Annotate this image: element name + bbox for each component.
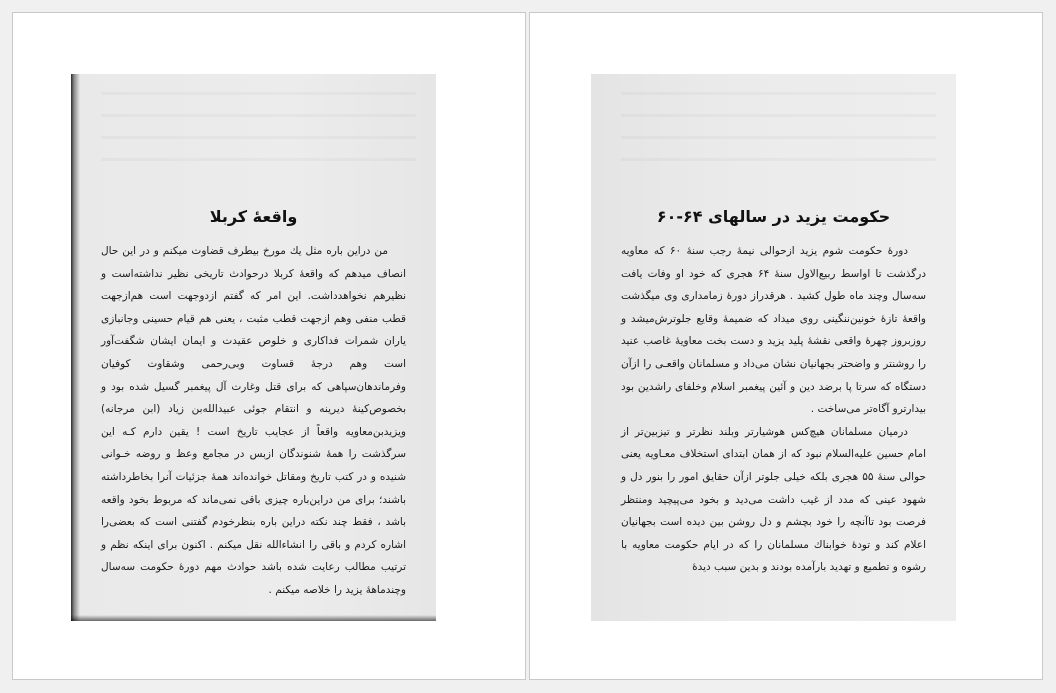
page-sheet-1	[12, 12, 526, 680]
paragraph: من دراین باره مثل یك مورخ بیطرف قضاوت میکنم و در این حال انصاف میدهم که واقعهٔ کربلا درحوادث تاریخی نظیر نداشته‌است و نظیرهم نخواهدداشت. این امر که گفتم ازدوجهت است هم‌ازجهت قطب منفی وهم ازجهت قطب مثبت ، یعنی هم قیام حسینی وجانبازی یاران شمرات فداکاری و خلوص عقیدت و ایمان ایشان شگفت‌آور است وهم درجهٔ قساوت وبی‌رحمی وشقاوت کوفیان وفرماندهان‌سپاهی که برای قتل وغارت آل پیغمبر گسیل شده بود و بخصوص‌کینهٔ دیرینه و انتقام جوئی عبیدالله‌بن زیاد (ابن مرجانه) ویزیدبن‌معاویه واقعاً از عجایب تاریخ است ! یقین دارم کـه این سرگذشت را همهٔ شنوندگان ازبس در مجامع وعظ و روضه خـوانی شنیده و در کتب تاریخ ومقاتل خوانده‌اند همهٔ جزئیات آنرا بخاطرداشته باشند؛ برای من دراین‌باره چیزی باقی نمی‌ماند که مربوط بخود واقعه باشد ، فقط چند نکته دراین باره بنظرخودم گفتنی است که بعضی‌را اشاره کردم و باقی را انشاءالله نقل میکنم . اکنون برای اینکه نظم و ترتیب مطالب رعایت شده باشد حوادث مهم دورهٔ حکومت سه‌سال وچندماههٔ یزید را خلاصه میکنم .	[101, 245, 406, 596]
paragraph: درمیان مسلمانان هیچ‌کس هوشیارتر وبلند نظرتر و تیزبین‌تر از امام حسین علیه‌السلام نبود که از همان ابتدای استخلاف معـاویه یعنی حوالی سنهٔ ۵۵ هجری بلکه خیلی جلوتر ازآن حقایق امور را بنور دل و شهود عینی که مدد از غیب داشت می‌دید و بخود می‌پیچید ومنتظر فرصت بود تاآنچه را خود بچشم و دل روشن بین دیده است بجهانیان اعلام کند و تودهٔ خوابناك مسلمانان را که در ایام حکومت معاویه با رشوه و تطمیع و تهدید بارآمده بودند و بدین سبب دیدهٔ	[621, 425, 926, 574]
bleed-through-text	[101, 92, 416, 162]
bleed-through-text	[621, 92, 936, 162]
page-body-text	[621, 240, 926, 579]
scanned-page-2	[591, 74, 956, 621]
chapter-title: واقعهٔ کربلا	[209, 207, 298, 226]
page-body-text	[101, 240, 406, 602]
page-sheet-2	[529, 12, 1043, 680]
chapter-title: حکومت یزید در سالهای ۶۴-۶۰	[656, 207, 891, 226]
paragraph: دورهٔ حکومت شوم یزید ازحوالی نیمهٔ رجب سنهٔ ۶۰ که معاویه درگذشت تا اواسط ربیع‌الاول سنهٔ ۶۴ هجری که خود او وفات یافت سه‌سال وچند ماه طول کشید . هرقدراز دورهٔ زمامداری وی میگذشت واقعهٔ تازهٔ خونین‌ننگینی روی میداد که ضمیمهٔ وقایع جلوترش‌میشد و روزبروز چهرهٔ واقعی نقشهٔ پلید یزید و دست بخت معاویهٔ غاصب عنید را روشنتر و واضحتر بجهانیان نشان می‌داد و مسلمانان واقعـی را ازآن دستگاه که سرتا پا برضد دین و آئین پیغمبر اسلام وخلفای راشدین بود بیدارترو آگاه‌تر می‌ساخت .	[621, 245, 926, 416]
scanned-page-1	[71, 74, 436, 621]
scan-edge-shadow	[71, 615, 436, 621]
